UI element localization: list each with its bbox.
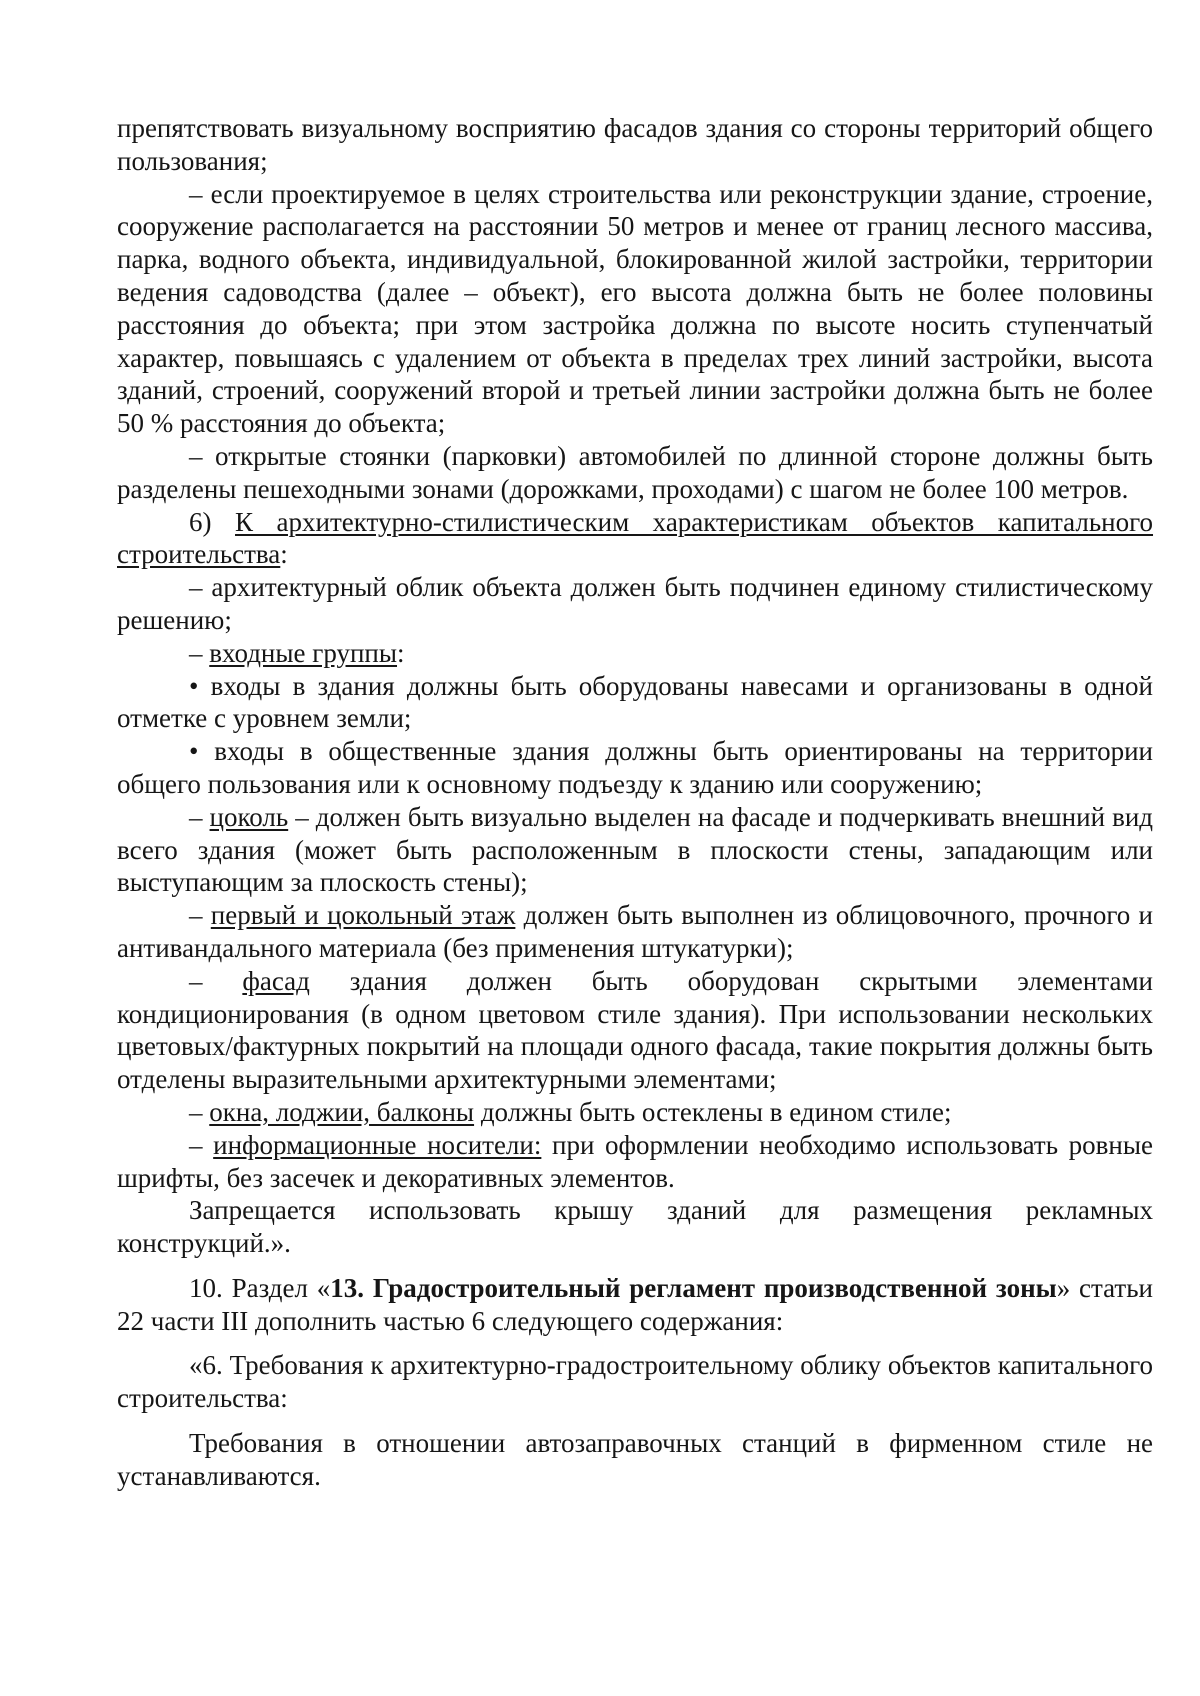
paragraph-information-carriers [117,1129,1153,1195]
paragraph-roof-advertising: Запрещается использовать крышу зданий для размещения рекламных конструкций.». [117,1195,1153,1259]
paragraph-section-6 [117,506,1153,572]
ground-floor-text: должен быть выполнен из облицовочного, прочного и антивандального материала (без применения штукатурки); [117,900,1153,963]
colon: : [397,637,405,668]
paragraph-requirements-6: «6. Требования к архитектурно-градостроительному облику объектов капитального строительства: [117,1350,1153,1414]
facade-text: здания должен быть оборудован скрытыми элементами кондиционирования (в одном цветовом стиле здания). При использовании нескольких цветовых/фактурных покрытий на площади одного фасада, такие покрытия должны быть отделены выразительными архитектурными элементами; [117,965,1153,1095]
paragraph-plinth [117,801,1153,899]
paragraph-parking: – открытые стоянки (парковки) автомобилей по длинной стороне должны быть разделены пешеходными зонами (дорожками, проходами) с шагом не более 100 метров. [117,440,1153,504]
section-number: 6) [189,506,236,537]
paragraph-facade-visibility: препятствовать визуальному восприятию фасадов здания со стороны территорий общего пользования; [117,113,1153,176]
paragraph-height-limit: – если проектируемое в целях строительства или реконструкции здание, строение, сооружение располагается на расстоянии 50 метров и менее от границ лесного массива, парка, водного объекта, индивидуальной, блокированной жилой застройки, территории ведения садоводства (далее – объект), его высота должна быть не более половины расстояния до объекта; при этом застройка должна по высоте носить ступенчатый характер, повышаясь с удалением от объекта в пределах трех линий застройки, высота зданий, строений, сооружений второй и третьей линии застройки должна быть не более 50 % расстояния до объекта; [117,178,1153,439]
section-10-title: 13. Градостроительный регламент производственной зоны [330,1272,1057,1303]
dash: – [189,965,243,996]
dash: – [189,801,210,832]
dash: – [189,1129,214,1160]
bullet-entrances-canopy: • входы в здания должны быть оборудованы навесами и организованы в одной отметке с уровнем земли; [117,670,1153,734]
paragraph-windows [117,1096,1153,1129]
paragraph-ground-floor [117,899,1153,965]
information-carriers-text: при оформлении необходимо использовать ровные шрифты, без засечек и декоративных элементов. [117,1129,1154,1193]
ground-floor-term: первый и цокольный этаж [210,900,516,931]
bullet-public-entrances: • входы в общественные здания должны быть ориентированы на территории общего пользования или к основному подъезду к зданию или сооружению; [117,736,1153,799]
section-heading-colon: : [280,539,288,570]
plinth-text: – должен быть визуально выделен на фасаде и подчеркивать внешний вид всего здания (может быть расположенным в плоскости стены, западающим или выступающим за плоскость стены); [117,801,1154,898]
section-10-text: » статьи 22 части III дополнить частью 6 следующего содержания: [117,1272,1153,1336]
dash: – [189,637,210,668]
paragraph-entrance-groups [117,637,1153,670]
windows-text: должны быть остеклены в едином стиле; [474,1096,952,1127]
section-10-prefix: 10. Раздел « [189,1272,331,1303]
section-heading-underlined: К архитектурно-стилистическим характеристикам объектов капитального строительства [117,506,1154,570]
facade-term: фасад [242,965,310,996]
entrance-groups-term: входные группы [209,637,398,668]
dash: – [189,1096,210,1127]
information-carriers-term: информационные носители: [213,1129,542,1160]
plinth-term: цоколь [209,801,289,832]
paragraph-facade [117,965,1153,1096]
paragraph-gas-stations: Требования в отношении автозаправочных станций в фирменном стиле не устанавливаются. [117,1428,1153,1491]
paragraph-section-10 [117,1272,1153,1338]
windows-term: окна, лоджии, балконы [209,1096,475,1127]
dash: – [189,900,211,931]
paragraph-architectural-appearance: – архитектурный облик объекта должен быть подчинен единому стилистическому решению; [117,572,1153,635]
document-page [117,112,1153,1493]
